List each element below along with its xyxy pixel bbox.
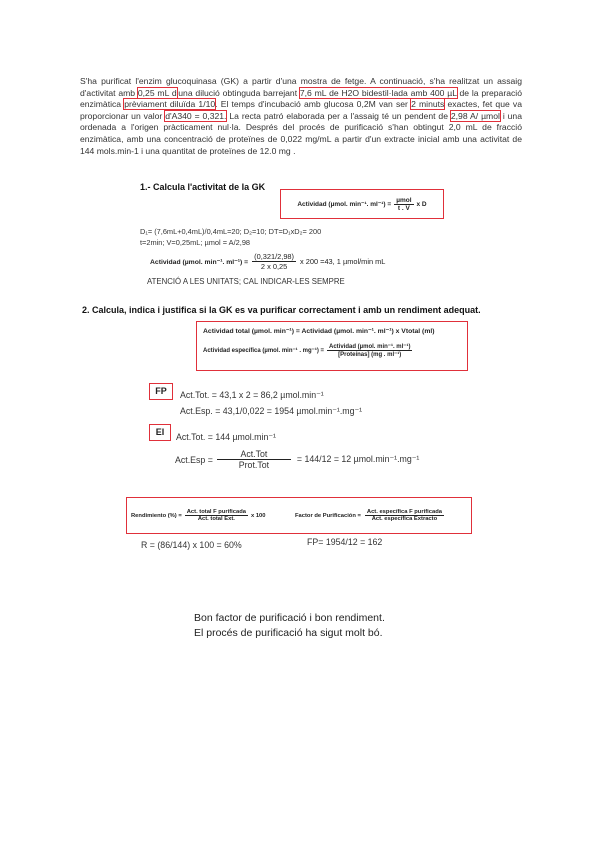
ei-total-activity: Act.Tot. = 144 µmol.min⁻¹ xyxy=(176,432,276,442)
highlight-prediluted: prèviament diluïda 1/10 xyxy=(124,99,216,110)
yield-purification-box xyxy=(126,497,472,534)
yield-formula: Rendimiento (%) = $\frac{\text{Act. total F purificada}}{\text{Act. total Ext.}}$ x 100 xyxy=(131,509,266,522)
highlight-volume: 0,25 mL d xyxy=(137,87,177,98)
total-activity-formula: Actividad total (µmol. min⁻¹) = Actividad (µmol. min⁻¹. ml⁻¹) x Vtotal (ml) xyxy=(203,328,435,335)
specific-activity-formula: Actividad específica (µmol. min⁻¹ . mg⁻¹) = $\frac{\text{Actividad (µmol. min⁻¹. ml⁻¹)}}{\text{[Proteínas] (mg . ml⁻¹)}}$ xyxy=(203,344,411,358)
units-note: ATENCIÓ A LES UNITATS; CAL INDICAR-LES SEMPRE xyxy=(147,277,345,286)
conclusion-line-2: El procés de purificació ha sigut molt bó. xyxy=(194,627,383,639)
ei-specific-activity-fraction: $\frac{\text{Act.Tot}}{\text{Prot.Tot}}$ xyxy=(219,449,289,470)
dilution-calc: D₁= (7,6mL+0,4mL)/0,4mL=20; D₂=10; DT=D₁xD₂= 200 xyxy=(140,227,322,236)
fp-label: FP xyxy=(149,383,173,400)
highlight-dilution: 7,6 mL de H2O bidestil·lada amb 400 µL xyxy=(299,87,457,98)
highlight-time: 2 minuts xyxy=(411,99,445,110)
ei-specific-activity: Act.Esp = $\frac{\text{Act.Tot}}{\text{Prot.Tot}}$ = 144/12 = 12 µmol.min⁻¹.mg⁻¹ xyxy=(175,449,420,470)
conclusion-line-1: Bon factor de purificació i bon rendiment. xyxy=(194,612,385,624)
specific-activity-fraction: $\frac{\text{Actividad (µmol. min⁻¹. ml⁻¹)}}{\text{[Proteínas] (mg . ml⁻¹)}}$ xyxy=(328,344,411,358)
formulas-box xyxy=(196,321,468,371)
fp-total-activity: Act.Tot. = 43,1 x 2 = 86,2 µmol.min⁻¹ xyxy=(180,390,324,400)
ei-label: EI xyxy=(149,424,171,441)
highlight-slope: 2,98 A/ µmol xyxy=(450,110,500,121)
activity-calc-fraction: $\frac{(0,321/2,98)}{2 x 0,25}$ xyxy=(254,252,294,271)
question-1-title: 1.- Calcula l'activitat de la GK xyxy=(140,182,266,192)
yield-fraction: $\frac{\text{Act. total F purificada}}{\text{Act. total Ext.}}$ xyxy=(186,509,246,522)
purification-factor-formula: Factor de Purificación = $\frac{\text{Act. específica F purificada}}{\text{Act. específica Extracto}}$ xyxy=(295,509,442,522)
activity-formula-fraction: $\frac{\text{µmol}}{t . V}$ xyxy=(396,196,412,212)
fp-specific-activity: Act.Esp. = 43,1/0,022 = 1954 µmol.min⁻¹.mg⁻¹ xyxy=(180,406,363,416)
problem-statement: S'ha purificat l'enzim glucoquinasa (GK) a partir d'una mostra de fetge. A continuació, s'ha realitzat un assaig d'activitat amb 0,25 mL d'una dilució obtinguda barrejant 7,6 mL de H2O bidestil·lada amb 400 µL de la preparació enzimàtica prèviament diluïda 1/10. El temps d'incubació amb glucosa 0,2M van ser 2 minuts exactes, fet que va proporcionar un valor d'A340 = 0,321. La recta patró elaborada per a l'assaig té un pendent de 2,98 A/ µmol i una ordenada a l'origen pràcticament nul·la. Després del procés de purificació s'han obtingut 2,0 mL de fracció enzimàtica, amb una concentració de proteïnes de 0,022 mg/mL a partir d'un extracte inicial amb una activitat de 144 mols.min-1 i una quantitat de proteïnes de 12.0 mg . xyxy=(80,76,522,156)
yield-result: R = (86/144) x 100 = 60% xyxy=(141,540,242,550)
purification-factor-fraction: $\frac{\text{Act. específica F purificada}}{\text{Act. específica Extracto}}$ xyxy=(366,509,442,522)
highlight-absorbance: d'A340 = 0,321. xyxy=(165,110,227,121)
purification-factor-result: FP= 1954/12 = 162 xyxy=(307,537,383,547)
parameters-line: t=2min; V=0,25mL; µmol = A/2,98 xyxy=(140,238,251,247)
activity-formula-box: Actividad (µmol. min⁻¹. ml⁻¹) = $\frac{\text{µmol}}{t . V}$ x D xyxy=(280,189,444,219)
activity-calc: Actividad (µmol. min⁻¹. ml⁻¹) = $\frac{(0,321/2,98)}{2 x 0,25}$ x 200 =43, 1 µmol/min mL xyxy=(150,252,386,271)
question-2-title: 2. Calcula, indica i justifica si la GK es va purificar correctament i amb un rendiment adequat. xyxy=(82,305,481,315)
